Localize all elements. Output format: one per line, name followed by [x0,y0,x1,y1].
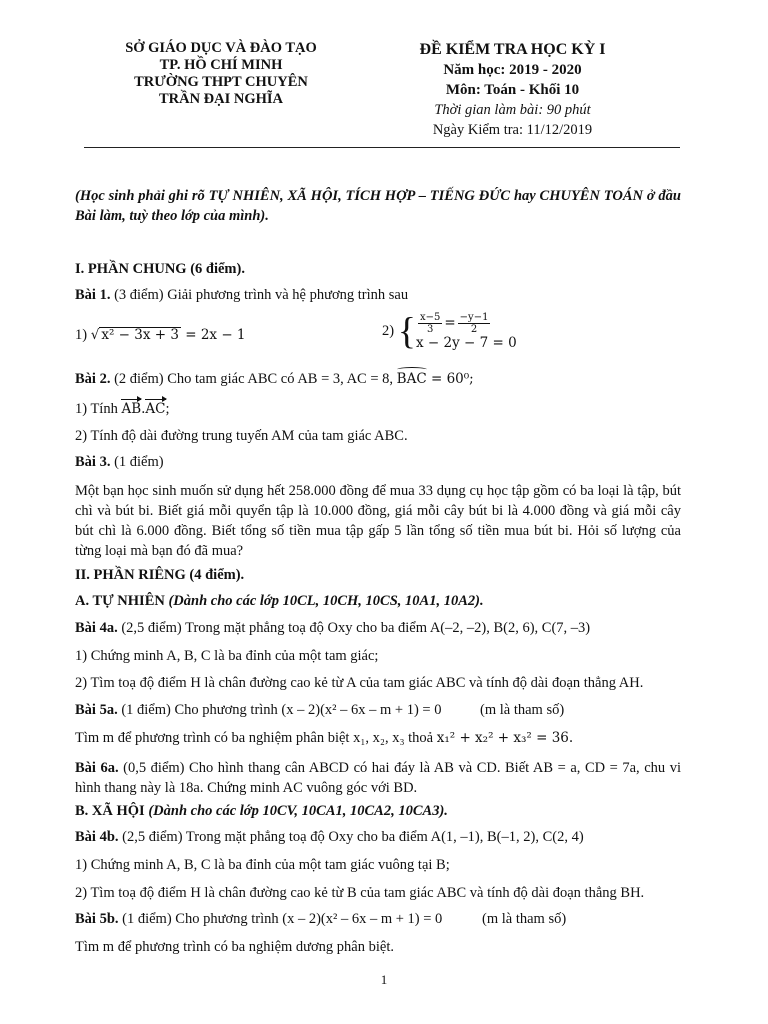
section-b-label: B. XÃ HỘI [75,803,149,819]
bai3-statement [75,454,164,471]
system-line2: x − 2y − 7 = 0 [415,335,517,351]
bai4b-label: Bài 4b. [75,829,119,845]
bai2-statement [75,371,474,388]
bai1-q1-rhs: = 2x − 1 [180,327,246,343]
bai2-text: (2 điểm) Cho tam giác ABC có AB = 3, AC = 8, [110,371,397,387]
bai6a-statement [75,758,681,798]
bai5a-label: Bài 5a. [75,702,118,718]
bai2-q1 [75,401,170,418]
exam-title: ĐỀ KIỂM TRA HỌC KỲ I [419,41,606,58]
section-a-title [75,593,484,610]
bai5a-param: (m là tham số) [480,702,565,718]
bai4a-statement [75,620,590,637]
fraction-1-den: 3 [426,324,434,335]
dot-operator: . [141,401,146,417]
bai3-text: Một bạn học sinh muốn sử dụng hết 258.000 đồng để mua 33 dụng cụ học tập gồm có ba loại là tập, bút chì và bút bi. Biết giá mỗi quyển tập là 10.000 đồng, giá mỗi cây bút bi là 4.000 đồng và giá mỗi cây bút chì là 6.000 đồng. Biết tổng số tiền mua tập gấp 5 lần tổng số tiền mua bút bi. Hỏi số lượng của từng loại mà bạn đó đã mua? [75,483,681,559]
school-name-line1: TRƯỜNG THPT CHUYÊN [134,74,308,90]
bai1-q2 [382,312,517,351]
bai5a-question [75,730,573,747]
subject: Môn: Toán - Khối 10 [445,82,580,98]
bai4a-q2: 2) Tìm toạ độ điểm H là chân đường cao kẻ từ A của tam giác ABC và tính độ dài đoạn thẳng AH. [75,675,644,691]
bai4a-label: Bài 4a. [75,620,118,636]
bai2-label: Bài 2. [75,371,111,387]
section-a-label: A. TỰ NHIÊN [75,593,169,609]
bai4b-q1: 1) Chứng minh A, B, C là ba đỉnh của một tam giác vuông tại B; [75,857,450,873]
section-a-note: (Dành cho các lớp 10CL, 10CH, 10CS, 10A1, 10A2). [168,593,484,609]
department-name: SỞ GIÁO DỤC VÀ ĐÀO TẠO [125,40,317,56]
bai4a-q1: 1) Chứng minh A, B, C là ba đỉnh của một tam giác; [75,648,379,664]
exam-header [405,40,620,140]
duration: Thời gian làm bài: 90 phút [434,102,591,118]
school-header [92,40,350,108]
fraction-1-num: x−5 [419,312,441,323]
bai1-q2-prefix: 2) [382,322,398,339]
equation-system [416,312,517,351]
header-divider [84,147,680,148]
bai1-text: (3 điểm) Giải phương trình và hệ phương trình sau [110,287,409,303]
fraction-2-den: 2 [470,324,478,335]
exam-date: Ngày Kiểm tra: 11/12/2019 [432,122,593,138]
bai1-q1-prefix: 1) [75,327,91,343]
bai2-q1-suffix: ; [165,401,170,417]
bai5b-param: (m là tham số) [482,911,567,927]
sqrt-sign: √ [90,327,100,343]
system-line1 [416,312,517,335]
city-name: TP. HỒ CHÍ MINH [159,57,283,73]
fraction-2-num: −y−1 [459,312,489,323]
angle-value: = 60⁰; [426,371,474,387]
bai4a-text: (2,5 điểm) Trong mặt phẳng toạ độ Oxy cho ba điểm A(–2, –2), B(2, 6), C(7, –3) [117,620,591,636]
bai6a-text: (0,5 điểm) Cho hình thang cân ABCD có hai đáy là AB và CD. Biết AB = a, CD = 7a, chu vi hình thang này là 18a. Chứng minh AC vuông góc với BD. [75,760,681,796]
bai1-q1 [75,327,246,344]
instruction: (Học sinh phải ghi rõ TỰ NHIÊN, XÃ HỘI, TÍCH HỢP – TIẾNG ĐỨC hay CHUYÊN TOÁN ở đầu Bài làm, tuỳ theo lớp của mình). [75,188,681,224]
vector-ab: AB [121,401,142,417]
part2-title: II. PHẦN RIÊNG (4 điểm). [75,567,245,583]
angle-bac: BAC [396,371,427,387]
section-b-title [75,803,448,820]
school-year: Năm học: 2019 - 2020 [443,62,582,78]
school-name-line2: TRẦN ĐẠI NGHĨA [158,91,284,107]
bai5b-text: (1 điểm) Cho phương trình (x – 2)(x² – 6x – m + 1) = 0 [118,911,443,927]
bai4b-text: (2,5 điểm) Trong mặt phẳng toạ độ Oxy cho ba điểm A(1, –1), B(–1, 2), C(2, 4) [118,829,584,845]
bai3-points: (1 điểm) [110,454,164,470]
bai2-q1-prefix: 1) Tính [75,401,122,417]
bai3-label: Bài 3. [75,454,111,470]
bai5a-statement [75,702,441,719]
section-b-note: (Dành cho các lớp 10CV, 10CA1, 10CA2, 10CA3). [148,803,448,819]
equals-sign: = [444,315,456,331]
vector-ac: AC [145,401,166,417]
bai4b-q2: 2) Tìm toạ độ điểm H là chân đường cao kẻ từ B của tam giác ABC và tính độ dài đoạn thẳng BH. [75,885,645,901]
bai5a-q-math: x₁² + x₂² + x₃² = 36. [436,730,574,746]
bai5a-text: (1 điểm) Cho phương trình (x – 2)(x² – 6x – m + 1) = 0 [117,702,442,718]
system-brace: { [397,310,416,353]
bai1-statement [75,287,408,304]
fraction-1 [418,312,442,335]
bai2-q2: 2) Tính độ dài đường trung tuyến AM của tam giác ABC. [75,428,408,444]
bai1-q1-radicand: x² − 3x + 3 [101,327,179,343]
bai5b-statement [75,911,442,928]
fraction-2 [458,312,491,335]
bai5b-label: Bài 5b. [75,911,119,927]
bai5a-q-prefix: Tìm m để phương trình có ba nghiệm phân biệt x₁, x₂, x₃ thoả [75,730,437,746]
bai1-label: Bài 1. [75,287,111,303]
page-number: 1 [380,972,388,987]
bai6a-label: Bài 6a. [75,760,119,776]
part1-title: I. PHẦN CHUNG (6 điểm). [75,261,245,277]
bai4b-statement [75,829,584,846]
bai5b-question: Tìm m để phương trình có ba nghiệm dương phân biệt. [75,939,394,955]
